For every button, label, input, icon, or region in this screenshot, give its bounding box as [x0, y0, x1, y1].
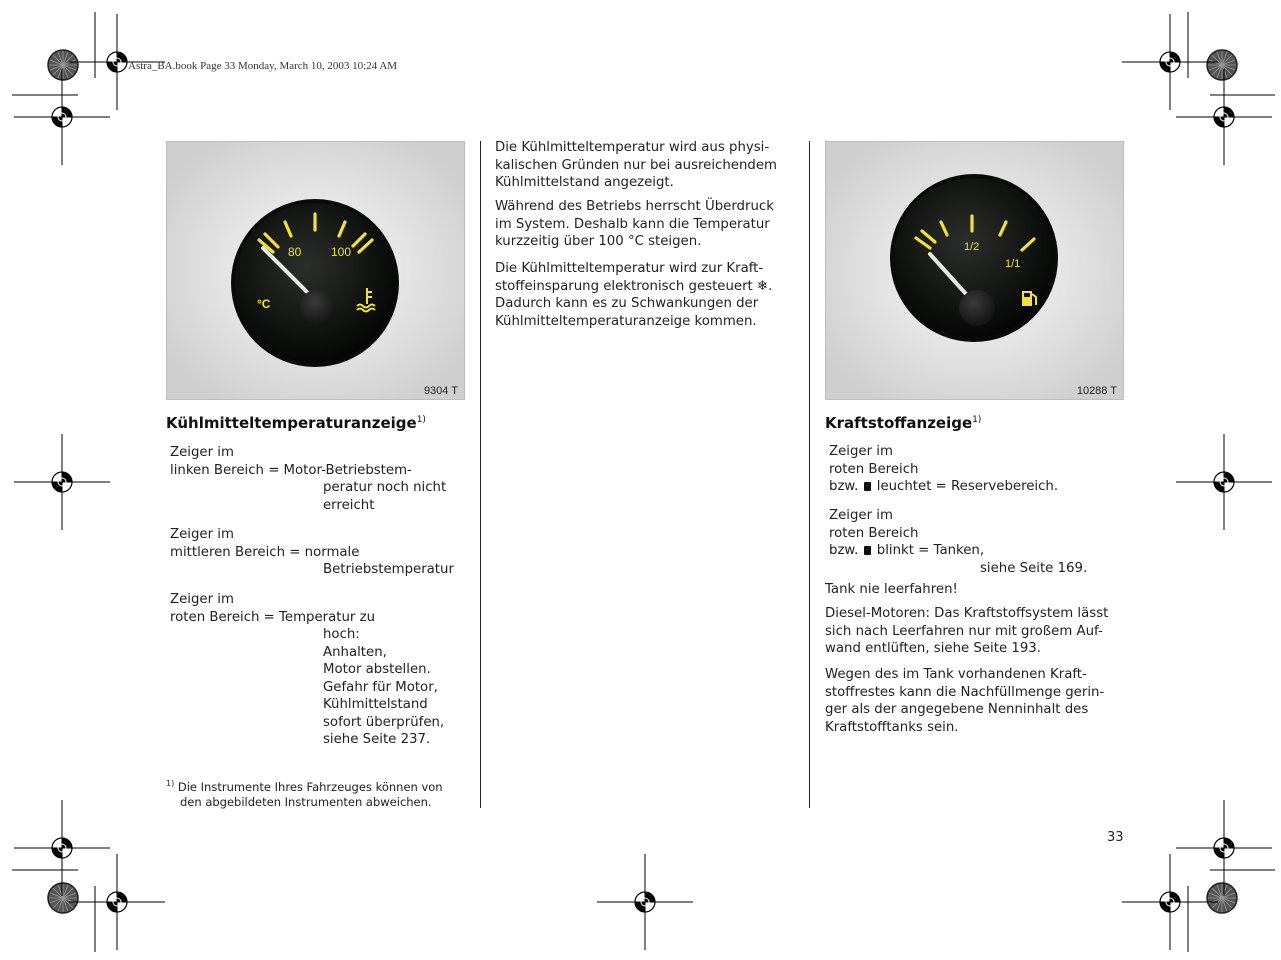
- gauge-label-celsius: °C: [257, 297, 271, 311]
- fuel-reserve-range: Zeiger im roten Bereich bzw. leuchtet = Reservebereich.: [829, 444, 1059, 494]
- fuel-refuel-range: Zeiger im roten Bereich bzw. blinkt = Tanken, siehe Seite 169.: [829, 508, 1088, 576]
- coolant-gauge-illustration: [167, 142, 464, 399]
- print-header: Astra_BA.book Page 33 Monday, March 10, 2003 10:24 AM: [128, 60, 398, 72]
- paragraph-coolant-display: Die Kühlmitteltemperatur wird aus physi- kalischen Gründen nur bei ausreichendem Kühlmittelstand angezeigt.: [495, 140, 777, 190]
- paragraph-diesel: Diesel-Motoren: Das Kraftstoffsystem lässt sich nach Leerfahren nur mit großem Auf- wand entlüften, siehe Seite 193.: [825, 606, 1109, 656]
- fuel-pump-icon: [864, 482, 871, 491]
- column-divider: [480, 141, 481, 808]
- section-heading-coolant: Kühlmitteltemperaturanzeige$^{1)}$: [166, 414, 426, 432]
- page-number: 33: [1107, 830, 1124, 845]
- paragraph-never-empty: Tank nie leerfahren!: [825, 582, 958, 597]
- figure-code: 10288 T: [1076, 385, 1117, 397]
- fuel-gauge-figure: [825, 141, 1124, 400]
- coolant-gauge-figure: [166, 141, 465, 400]
- gauge-label-full: 1/1: [1005, 258, 1021, 270]
- fuel-gauge-illustration: [826, 142, 1123, 399]
- gauge-label-80: 80: [288, 245, 302, 259]
- paragraph-fuel-saving: Die Kühlmitteltemperatur wird zur Kraft- stoffeinsparung elektronisch gesteuert ❄. Dadurch kann es zu Schwankungen der Kühlmitteltemperaturanzeige kommen.: [495, 261, 773, 329]
- coolant-left-range: Zeiger im linken Bereich = Motor-Betriebstem- peratur noch nicht erreicht: [170, 445, 447, 513]
- paragraph-overpressure: Während des Betriebs herrscht Überdruck im System. Deshalb kann die Temperatur kurzzeitig über 100 °C steigen.: [495, 199, 774, 249]
- paragraph-residual-fuel: Wegen des im Tank vorhandenen Kraft- stoffrestes kann die Nachfüllmenge gerin- ger als der angegebene Nenninhalt des Kraftstofftanks sein.: [825, 667, 1105, 735]
- gauge-label-100: 100: [331, 245, 352, 259]
- coolant-red-range: Zeiger im roten Bereich = Temperatur zu hoch: Anhalten, Motor abstellen. Gefahr für Motor, Kühlmittelstand sofort überprüfen, siehe Seite 237.: [170, 592, 445, 747]
- footnote: $^{1)}$ Die Instrumente Ihres Fahrzeuges können von den abgebildeten Instrumenten abweichen.: [166, 779, 443, 809]
- section-heading-fuel: Kraftstoffanzeige$^{1)}$: [825, 414, 982, 432]
- column-divider: [809, 141, 810, 808]
- fuel-pump-icon: [864, 546, 871, 555]
- gauge-label-half: 1/2: [964, 241, 980, 253]
- coolant-middle-range: Zeiger im mittleren Bereich = normale Betriebstemperatur: [170, 527, 454, 577]
- figure-code: 9304 T: [423, 385, 458, 397]
